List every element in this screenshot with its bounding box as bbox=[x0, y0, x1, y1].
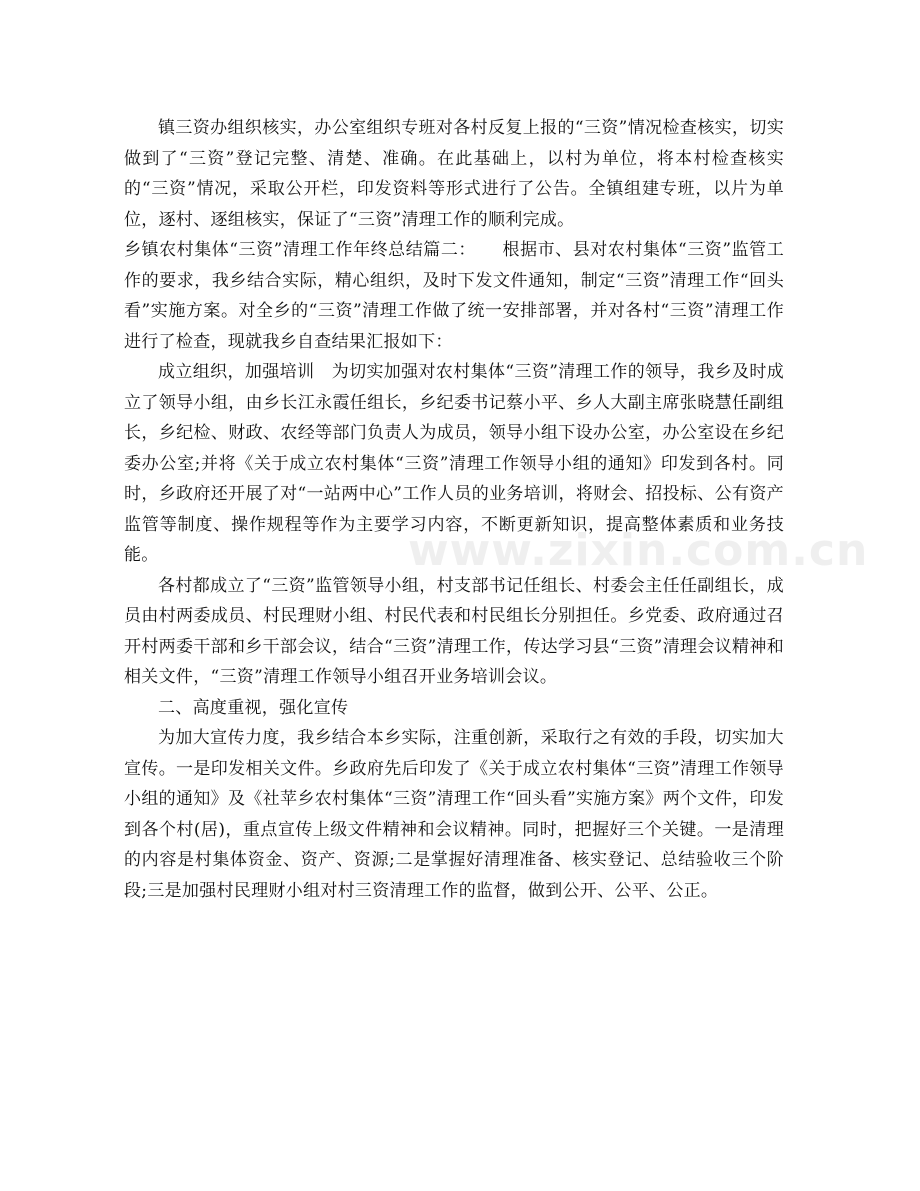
document-body bbox=[124, 113, 784, 906]
paragraph-village-groups: 各村都成立了“三资”监管领导小组，村支部书记任组长、村委会主任任副组长，成员由村两委成员、村民理财小组、村民代表和村民组长分别担任。乡党委、政府通过召开村两委干部和乡干部会议，结合“三资”清理工作，传达学习县“三资”清理会议精神和相关文件，“三资”清理工作领导小组召开业务培训会议。 bbox=[124, 575, 784, 687]
watermark: www.zixin.com.cn bbox=[408, 525, 869, 576]
paragraph-summary-part-two: 乡镇农村集体“三资”清理工作年终总结篇二： 根据市、县对农村集体“三资”监管工作的要求，我乡结合实际，精心组织，及时下发文件通知，制定“三资”清理工作“回头看”实施方案。对全乡的“三资”清理工作做了统一安排部署，并对各村“三资”清理工作进行了检查，现就我乡自查结果汇报如下： bbox=[124, 240, 784, 352]
paragraph-verification: 镇三资办组织核实，办公室组织专班对各村反复上报的“三资”情况检查核实，切实做到了“三资”登记完整、清楚、准确。在此基础上，以村为单位，将本村检查核实的“三资”情况，采取公开栏，印发资料等形式进行了公告。全镇组建专班，以片为单位，逐村、逐组核实，保证了“三资”清理工作的顺利完成。 bbox=[124, 118, 784, 230]
section-heading-publicity: 二、高度重视，强化宣传 bbox=[158, 697, 349, 718]
paragraph-publicity: 为加大宣传力度，我乡结合本乡实际，注重创新，采取行之有效的手段，切实加大宣传。一是印发相关文件。乡政府先后印发了《关于成立农村集体“三资”清理工作领导小组的通知》及《社苹乡农村集体“三资”清理工作“回头看”实施方案》两个文件，印发到各个村(居)，重点宣传上级文件精神和会议精神。同时，把握好三个关键。一是清理的内容是村集体资金、资产、资源;二是掌握好清理准备、核实登记、总结验收三个阶段;三是加强村民理财小组对村三资清理工作的监督，做到公开、公平、公正。 bbox=[124, 728, 784, 901]
paragraph-organization-training: 成立组织，加强培训 为切实加强对农村集体“三资”清理工作的领导，我乡及时成立了领导小组，由乡长江永霞任组长，乡纪委书记蔡小平、乡人大副主席张晓慧任副组长，乡纪检、财政、农经等部门负责人为成员，领导小组下设办公室，办公室设在乡纪委办公室;并将《关于成立农村集体“三资”清理工作领导小组的通知》印发到各村。同时，乡政府还开展了对“一站两中心”工作人员的业务培训，将财会、招投标、公有资产监管等制度、操作规程等作为主要学习内容，不断更新知识，提高整体素质和业务技能。 bbox=[124, 362, 784, 565]
